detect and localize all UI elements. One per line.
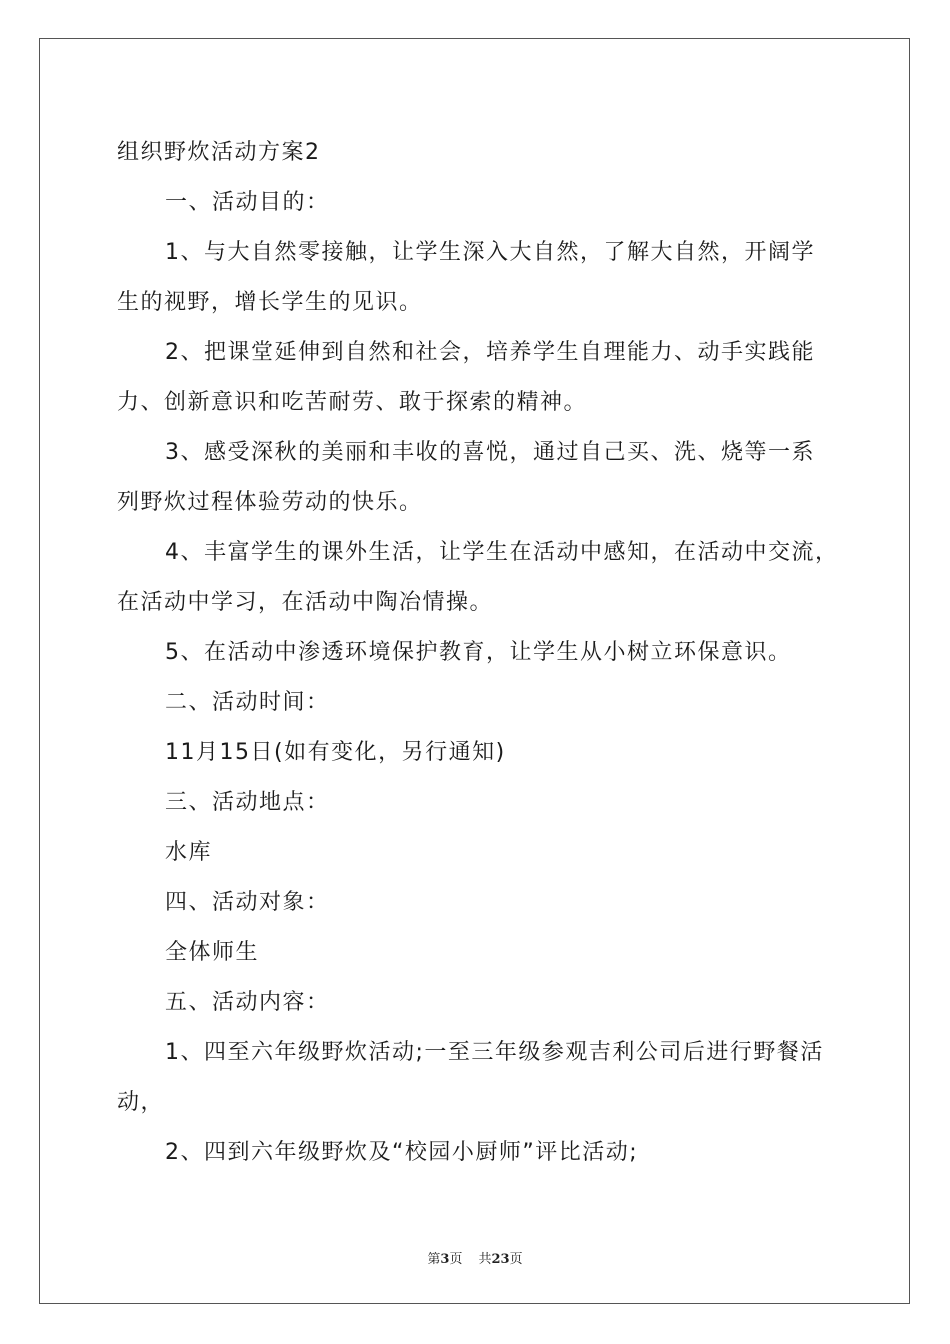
paragraph-line: 动， bbox=[117, 1090, 165, 1115]
page-prefix: 第 bbox=[427, 1252, 441, 1267]
section-heading-location: 三、活动地点： bbox=[165, 790, 330, 815]
paragraph-line: 全体师生 bbox=[165, 940, 260, 965]
paragraph-line: 2、四到六年级野炊及“校园小厨师”评比活动; bbox=[165, 1140, 639, 1165]
section-heading-content: 五、活动内容： bbox=[165, 990, 330, 1015]
paragraph-line: 列野炊过程体验劳动的快乐。 bbox=[117, 490, 423, 515]
page-suffix: 页 bbox=[449, 1252, 463, 1267]
paragraph-line: 1、与大自然零接触，让学生深入大自然，了解大自然，开阔学 bbox=[165, 240, 815, 265]
paragraph-line: 11月15日(如有变化，另行通知) bbox=[165, 740, 506, 765]
total-suffix: 页 bbox=[509, 1252, 523, 1267]
paragraph-line: 1、四至六年级野炊活动;一至三年级参观吉利公司后进行野餐活 bbox=[165, 1040, 824, 1065]
page-current: 3 bbox=[440, 1252, 450, 1267]
section-heading-participants: 四、活动对象： bbox=[165, 890, 330, 915]
paragraph-line: 水库 bbox=[165, 840, 213, 865]
paragraph-line: 2、把课堂延伸到自然和社会，培养学生自理能力、动手实践能 bbox=[165, 340, 815, 365]
paragraph-line: 3、感受深秋的美丽和丰收的喜悦，通过自己买、洗、烧等一系 bbox=[165, 440, 815, 465]
page-footer bbox=[0, 1248, 950, 1267]
paragraph-line: 在活动中学习，在活动中陶冶情操。 bbox=[117, 590, 494, 615]
page-total: 23 bbox=[491, 1252, 510, 1267]
paragraph-line: 4、丰富学生的课外生活，让学生在活动中感知，在活动中交流， bbox=[165, 540, 839, 565]
section-heading-time: 二、活动时间： bbox=[165, 690, 330, 715]
total-prefix: 共 bbox=[478, 1252, 492, 1267]
document-body bbox=[117, 128, 837, 1178]
paragraph-line: 5、在活动中渗透环境保护教育，让学生从小树立环保意识。 bbox=[165, 640, 792, 665]
paragraph-line: 力、创新意识和吃苦耐劳、敢于探索的精神。 bbox=[117, 390, 588, 415]
document-title: 组织野炊活动方案2 bbox=[117, 140, 321, 165]
section-heading-purpose: 一、活动目的： bbox=[165, 190, 330, 215]
paragraph-line: 生的视野，增长学生的见识。 bbox=[117, 290, 423, 315]
